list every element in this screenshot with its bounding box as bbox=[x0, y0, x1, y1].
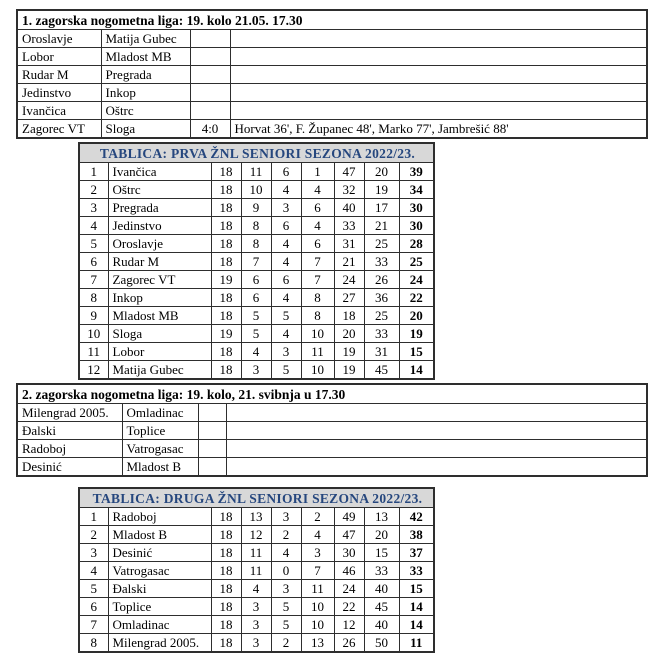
games-drawn: 6 bbox=[271, 217, 301, 235]
standings-row bbox=[79, 508, 434, 526]
standings-prva-title: TABLICA: PRVA ŽNL SENIORI SEZONA 2022/23. bbox=[79, 143, 434, 163]
games-played: 18 bbox=[211, 562, 241, 580]
games-played: 18 bbox=[211, 616, 241, 634]
home-team: Đalski bbox=[17, 422, 122, 440]
games-won: 3 bbox=[241, 616, 271, 634]
games-lost: 7 bbox=[301, 562, 334, 580]
games-lost: 8 bbox=[301, 307, 334, 325]
games-drawn: 3 bbox=[271, 508, 301, 526]
match-score bbox=[198, 404, 226, 422]
games-played: 18 bbox=[211, 361, 241, 380]
team-name: Radoboj bbox=[108, 508, 211, 526]
games-played: 18 bbox=[211, 508, 241, 526]
match-score bbox=[190, 102, 230, 120]
away-team: Omladinac bbox=[122, 404, 198, 422]
goals-for: 19 bbox=[334, 343, 364, 361]
games-lost: 3 bbox=[301, 544, 334, 562]
standings-row bbox=[79, 562, 434, 580]
goals-for: 21 bbox=[334, 253, 364, 271]
goals-against: 50 bbox=[364, 634, 399, 653]
games-played: 18 bbox=[211, 634, 241, 653]
fixtures-liga2-title: 2. zagorska nogometna liga: 19. kolo, 21. svibnja u 17.30 bbox=[17, 384, 647, 404]
goal-scorers bbox=[230, 48, 647, 66]
games-lost: 10 bbox=[301, 616, 334, 634]
games-drawn: 0 bbox=[271, 562, 301, 580]
away-team: Pregrada bbox=[101, 66, 190, 84]
standings-row bbox=[79, 526, 434, 544]
goals-for: 27 bbox=[334, 289, 364, 307]
team-name: Ivančica bbox=[108, 163, 211, 181]
goals-for: 31 bbox=[334, 235, 364, 253]
match-score bbox=[198, 440, 226, 458]
goal-scorers bbox=[226, 404, 647, 422]
rank: 6 bbox=[79, 598, 108, 616]
games-drawn: 4 bbox=[271, 181, 301, 199]
team-name: Desinić bbox=[108, 544, 211, 562]
goals-for: 24 bbox=[334, 580, 364, 598]
standings-table-druga-znl bbox=[78, 487, 435, 653]
games-won: 6 bbox=[241, 289, 271, 307]
goals-for: 22 bbox=[334, 598, 364, 616]
team-name: Đalski bbox=[108, 580, 211, 598]
goal-scorers bbox=[230, 84, 647, 102]
rank: 2 bbox=[79, 181, 108, 199]
games-drawn: 6 bbox=[271, 163, 301, 181]
goals-for: 26 bbox=[334, 634, 364, 653]
games-drawn: 4 bbox=[271, 544, 301, 562]
team-name: Jedinstvo bbox=[108, 217, 211, 235]
team-name: Oroslavje bbox=[108, 235, 211, 253]
match-score bbox=[190, 48, 230, 66]
games-drawn: 4 bbox=[271, 235, 301, 253]
games-won: 7 bbox=[241, 253, 271, 271]
games-lost: 8 bbox=[301, 289, 334, 307]
rank: 3 bbox=[79, 199, 108, 217]
points: 15 bbox=[399, 343, 434, 361]
team-name: Rudar M bbox=[108, 253, 211, 271]
goals-against: 25 bbox=[364, 235, 399, 253]
goal-scorers bbox=[230, 66, 647, 84]
standings-row bbox=[79, 253, 434, 271]
games-played: 18 bbox=[211, 253, 241, 271]
points: 28 bbox=[399, 235, 434, 253]
home-team: Oroslavje bbox=[17, 30, 101, 48]
points: 15 bbox=[399, 580, 434, 598]
home-team: Radoboj bbox=[17, 440, 122, 458]
games-won: 11 bbox=[241, 163, 271, 181]
games-won: 11 bbox=[241, 562, 271, 580]
away-team: Mladost B bbox=[122, 458, 198, 477]
fixture-row bbox=[17, 404, 647, 422]
rank: 7 bbox=[79, 271, 108, 289]
goal-scorers bbox=[226, 440, 647, 458]
games-won: 8 bbox=[241, 235, 271, 253]
games-won: 11 bbox=[241, 544, 271, 562]
standings-title-row bbox=[79, 143, 434, 163]
games-lost: 6 bbox=[301, 235, 334, 253]
rank: 8 bbox=[79, 289, 108, 307]
points: 14 bbox=[399, 361, 434, 380]
games-lost: 10 bbox=[301, 361, 334, 380]
games-drawn: 5 bbox=[271, 361, 301, 380]
fixtures-title-row bbox=[17, 10, 647, 30]
games-drawn: 3 bbox=[271, 199, 301, 217]
goals-against: 15 bbox=[364, 544, 399, 562]
games-played: 18 bbox=[211, 598, 241, 616]
games-played: 18 bbox=[211, 289, 241, 307]
goals-against: 13 bbox=[364, 508, 399, 526]
games-played: 18 bbox=[211, 217, 241, 235]
goals-against: 21 bbox=[364, 217, 399, 235]
team-name: Oštrc bbox=[108, 181, 211, 199]
goals-against: 19 bbox=[364, 181, 399, 199]
away-team: Oštrc bbox=[101, 102, 190, 120]
games-drawn: 3 bbox=[271, 343, 301, 361]
games-drawn: 6 bbox=[271, 271, 301, 289]
games-won: 3 bbox=[241, 634, 271, 653]
rank: 11 bbox=[79, 343, 108, 361]
games-lost: 7 bbox=[301, 253, 334, 271]
standings-row bbox=[79, 235, 434, 253]
fixtures-table-liga1 bbox=[16, 9, 648, 139]
goals-for: 47 bbox=[334, 526, 364, 544]
games-lost: 13 bbox=[301, 634, 334, 653]
games-won: 6 bbox=[241, 271, 271, 289]
games-won: 5 bbox=[241, 307, 271, 325]
away-team: Vatrogasac bbox=[122, 440, 198, 458]
match-score bbox=[190, 30, 230, 48]
games-won: 4 bbox=[241, 580, 271, 598]
games-lost: 11 bbox=[301, 343, 334, 361]
games-drawn: 5 bbox=[271, 307, 301, 325]
rank: 10 bbox=[79, 325, 108, 343]
points: 14 bbox=[399, 598, 434, 616]
standings-row bbox=[79, 325, 434, 343]
team-name: Zagorec VT bbox=[108, 271, 211, 289]
games-played: 18 bbox=[211, 163, 241, 181]
games-played: 18 bbox=[211, 343, 241, 361]
games-won: 9 bbox=[241, 199, 271, 217]
points: 37 bbox=[399, 544, 434, 562]
points: 14 bbox=[399, 616, 434, 634]
points: 30 bbox=[399, 199, 434, 217]
rank: 1 bbox=[79, 163, 108, 181]
points: 42 bbox=[399, 508, 434, 526]
team-name: Milengrad 2005. bbox=[108, 634, 211, 653]
games-won: 3 bbox=[241, 598, 271, 616]
goals-for: 18 bbox=[334, 307, 364, 325]
goals-against: 31 bbox=[364, 343, 399, 361]
standings-title-row bbox=[79, 488, 434, 508]
points: 19 bbox=[399, 325, 434, 343]
goals-against: 25 bbox=[364, 307, 399, 325]
points: 24 bbox=[399, 271, 434, 289]
points: 11 bbox=[399, 634, 434, 653]
games-won: 8 bbox=[241, 217, 271, 235]
games-drawn: 4 bbox=[271, 325, 301, 343]
fixture-row bbox=[17, 458, 647, 477]
games-played: 18 bbox=[211, 181, 241, 199]
rank: 6 bbox=[79, 253, 108, 271]
points: 25 bbox=[399, 253, 434, 271]
home-team: Milengrad 2005. bbox=[17, 404, 122, 422]
match-score: 4:0 bbox=[190, 120, 230, 139]
games-played: 19 bbox=[211, 325, 241, 343]
goal-scorers bbox=[230, 30, 647, 48]
goals-for: 40 bbox=[334, 199, 364, 217]
standings-table-prva-znl bbox=[78, 142, 435, 380]
goals-for: 33 bbox=[334, 217, 364, 235]
away-team: Inkop bbox=[101, 84, 190, 102]
games-lost: 4 bbox=[301, 526, 334, 544]
games-drawn: 2 bbox=[271, 526, 301, 544]
team-name: Lobor bbox=[108, 343, 211, 361]
away-team: Sloga bbox=[101, 120, 190, 139]
match-score bbox=[190, 66, 230, 84]
standings-row bbox=[79, 634, 434, 653]
fixtures-liga1-title: 1. zagorska nogometna liga: 19. kolo 21.05. 17.30 bbox=[17, 10, 647, 30]
fixture-row bbox=[17, 30, 647, 48]
points: 38 bbox=[399, 526, 434, 544]
away-team: Mladost MB bbox=[101, 48, 190, 66]
rank: 12 bbox=[79, 361, 108, 380]
games-drawn: 5 bbox=[271, 616, 301, 634]
games-lost: 4 bbox=[301, 181, 334, 199]
games-lost: 10 bbox=[301, 598, 334, 616]
match-score bbox=[198, 422, 226, 440]
home-team: Rudar M bbox=[17, 66, 101, 84]
games-lost: 1 bbox=[301, 163, 334, 181]
home-team: Zagorec VT bbox=[17, 120, 101, 139]
fixture-row bbox=[17, 102, 647, 120]
games-won: 10 bbox=[241, 181, 271, 199]
team-name: Sloga bbox=[108, 325, 211, 343]
rank: 1 bbox=[79, 508, 108, 526]
team-name: Vatrogasac bbox=[108, 562, 211, 580]
rank: 7 bbox=[79, 616, 108, 634]
standings-row bbox=[79, 361, 434, 380]
goals-against: 33 bbox=[364, 253, 399, 271]
standings-row bbox=[79, 289, 434, 307]
standings-row bbox=[79, 271, 434, 289]
rank: 2 bbox=[79, 526, 108, 544]
games-won: 3 bbox=[241, 361, 271, 380]
goals-against: 33 bbox=[364, 562, 399, 580]
games-drawn: 5 bbox=[271, 598, 301, 616]
standings-row bbox=[79, 217, 434, 235]
points: 39 bbox=[399, 163, 434, 181]
home-team: Ivančica bbox=[17, 102, 101, 120]
goals-against: 45 bbox=[364, 598, 399, 616]
team-name: Inkop bbox=[108, 289, 211, 307]
points: 22 bbox=[399, 289, 434, 307]
games-played: 18 bbox=[211, 199, 241, 217]
goal-scorers bbox=[230, 102, 647, 120]
standings-row bbox=[79, 580, 434, 598]
fixture-row bbox=[17, 66, 647, 84]
rank: 9 bbox=[79, 307, 108, 325]
games-lost: 10 bbox=[301, 325, 334, 343]
standings-row bbox=[79, 181, 434, 199]
goals-against: 45 bbox=[364, 361, 399, 380]
fixture-row bbox=[17, 84, 647, 102]
goals-for: 20 bbox=[334, 325, 364, 343]
team-name: Toplice bbox=[108, 598, 211, 616]
goal-scorers: Horvat 36', F. Županec 48', Marko 77', Jambrešić 88' bbox=[230, 120, 647, 139]
games-played: 19 bbox=[211, 271, 241, 289]
points: 30 bbox=[399, 217, 434, 235]
home-team: Jedinstvo bbox=[17, 84, 101, 102]
standings-row bbox=[79, 199, 434, 217]
games-played: 18 bbox=[211, 526, 241, 544]
home-team: Lobor bbox=[17, 48, 101, 66]
standings-row bbox=[79, 343, 434, 361]
rank: 4 bbox=[79, 217, 108, 235]
goal-scorers bbox=[226, 458, 647, 477]
goals-for: 49 bbox=[334, 508, 364, 526]
goals-for: 46 bbox=[334, 562, 364, 580]
rank: 5 bbox=[79, 235, 108, 253]
games-lost: 6 bbox=[301, 199, 334, 217]
goals-against: 33 bbox=[364, 325, 399, 343]
standings-row bbox=[79, 544, 434, 562]
team-name: Omladinac bbox=[108, 616, 211, 634]
standings-row bbox=[79, 307, 434, 325]
games-played: 18 bbox=[211, 580, 241, 598]
goals-for: 12 bbox=[334, 616, 364, 634]
standings-row bbox=[79, 163, 434, 181]
fixtures-title-row bbox=[17, 384, 647, 404]
goals-against: 40 bbox=[364, 580, 399, 598]
team-name: Pregrada bbox=[108, 199, 211, 217]
standings-druga-title: TABLICA: DRUGA ŽNL SENIORI SEZONA 2022/23. bbox=[79, 488, 434, 508]
games-played: 18 bbox=[211, 235, 241, 253]
games-drawn: 3 bbox=[271, 580, 301, 598]
goals-against: 17 bbox=[364, 199, 399, 217]
rank: 5 bbox=[79, 580, 108, 598]
points: 34 bbox=[399, 181, 434, 199]
goals-for: 24 bbox=[334, 271, 364, 289]
goals-against: 26 bbox=[364, 271, 399, 289]
games-won: 13 bbox=[241, 508, 271, 526]
games-drawn: 4 bbox=[271, 289, 301, 307]
games-played: 18 bbox=[211, 544, 241, 562]
goal-scorers bbox=[226, 422, 647, 440]
home-team: Desinić bbox=[17, 458, 122, 477]
fixture-row bbox=[17, 48, 647, 66]
team-name: Mladost B bbox=[108, 526, 211, 544]
rank: 4 bbox=[79, 562, 108, 580]
goals-for: 30 bbox=[334, 544, 364, 562]
games-drawn: 4 bbox=[271, 253, 301, 271]
goals-against: 40 bbox=[364, 616, 399, 634]
games-drawn: 2 bbox=[271, 634, 301, 653]
games-lost: 4 bbox=[301, 217, 334, 235]
match-score bbox=[198, 458, 226, 477]
team-name: Mladost MB bbox=[108, 307, 211, 325]
goals-for: 32 bbox=[334, 181, 364, 199]
away-team: Toplice bbox=[122, 422, 198, 440]
match-score bbox=[190, 84, 230, 102]
standings-row bbox=[79, 616, 434, 634]
games-won: 12 bbox=[241, 526, 271, 544]
fixture-row bbox=[17, 120, 647, 139]
goals-for: 47 bbox=[334, 163, 364, 181]
goals-against: 20 bbox=[364, 526, 399, 544]
fixture-row bbox=[17, 440, 647, 458]
points: 20 bbox=[399, 307, 434, 325]
games-lost: 11 bbox=[301, 580, 334, 598]
fixtures-table-liga2 bbox=[16, 383, 648, 477]
games-lost: 7 bbox=[301, 271, 334, 289]
rank: 3 bbox=[79, 544, 108, 562]
games-played: 18 bbox=[211, 307, 241, 325]
games-won: 5 bbox=[241, 325, 271, 343]
goals-against: 20 bbox=[364, 163, 399, 181]
goals-for: 19 bbox=[334, 361, 364, 380]
rank: 8 bbox=[79, 634, 108, 653]
fixture-row bbox=[17, 422, 647, 440]
games-lost: 2 bbox=[301, 508, 334, 526]
goals-against: 36 bbox=[364, 289, 399, 307]
games-won: 4 bbox=[241, 343, 271, 361]
points: 33 bbox=[399, 562, 434, 580]
standings-row bbox=[79, 598, 434, 616]
away-team: Matija Gubec bbox=[101, 30, 190, 48]
team-name: Matija Gubec bbox=[108, 361, 211, 380]
